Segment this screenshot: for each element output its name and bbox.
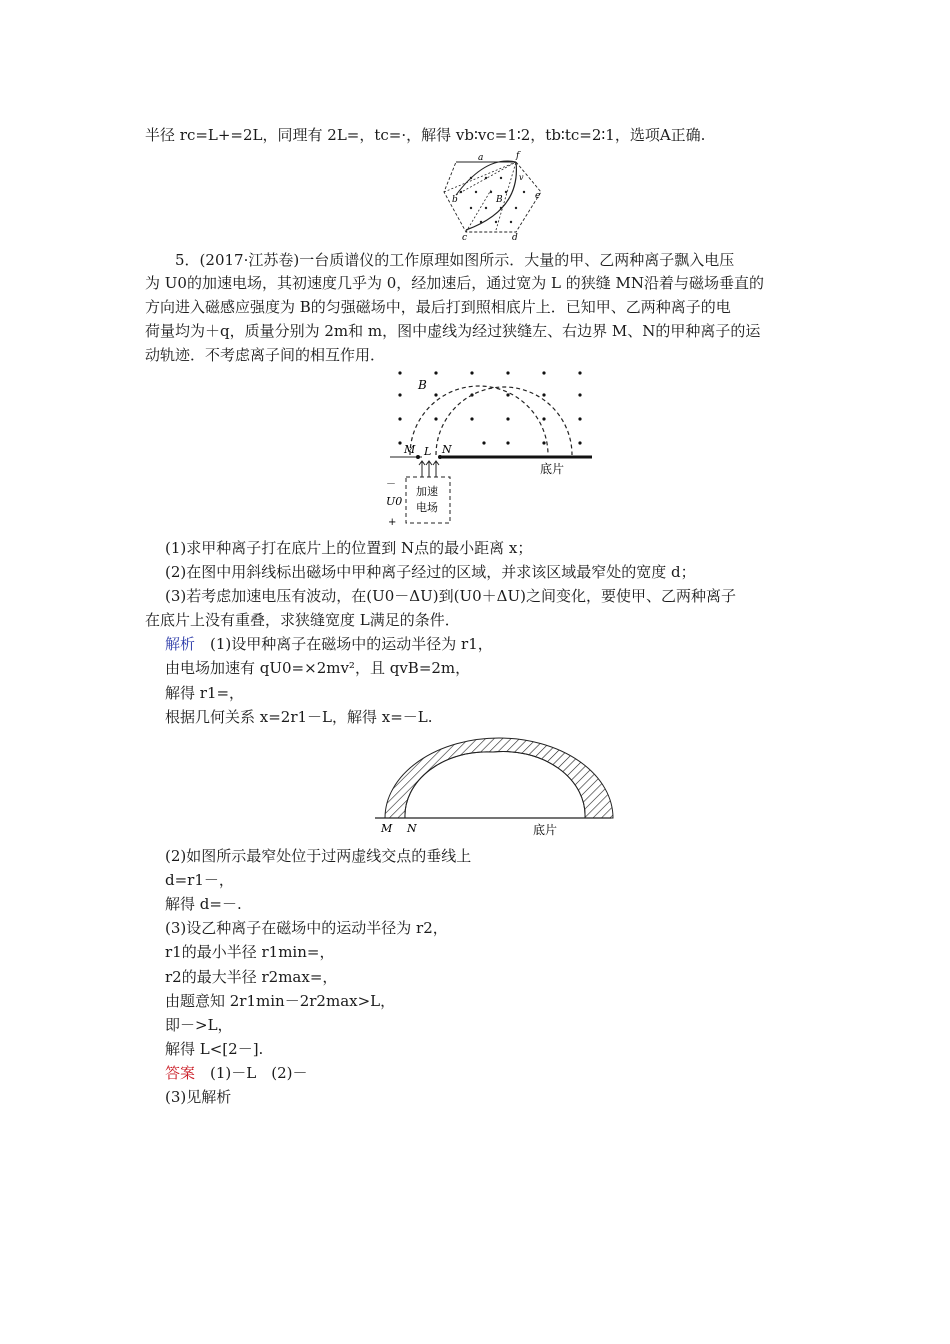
hex-label-B: B <box>496 195 503 205</box>
hexagon-figure <box>436 150 546 240</box>
solution2-line-7: 由题意知 2r1min－2r2max>L， <box>165 992 396 1010</box>
hex-label-f: f <box>516 151 520 161</box>
question-1: (1)求甲种离子打在底片上的位置到 N点的最小距离 x； <box>165 539 533 557</box>
spectro-L: L <box>424 445 432 458</box>
spectro-plus: + <box>388 517 397 528</box>
spectro-field-l1: 加速 <box>416 485 438 498</box>
problem-line-4: 荷量均为＋q，质量分别为 2m和 m，图中虚线为经过狭缝左、右边界 M、N的甲种离子的运 <box>145 322 761 340</box>
spectro-minus: － <box>386 479 396 490</box>
hex-label-b: b <box>452 195 458 205</box>
solution2-line-5: r1的最小半径 r1min=， <box>165 943 335 961</box>
solution2-line-2: d=r1－， <box>165 871 234 889</box>
spectro-M: M <box>404 443 416 456</box>
hex-label-d: d <box>512 233 518 240</box>
region-N: N <box>407 822 417 835</box>
hex-label-a: a <box>478 153 484 163</box>
spectro-B-label: B <box>418 378 427 392</box>
hex-label-v: v <box>519 173 524 182</box>
solution-line-4: 根据几何关系 x=2r1－L，解得 x=－L. <box>165 708 433 726</box>
spectro-N: N <box>442 443 452 456</box>
region-M: M <box>381 822 393 835</box>
question-2: (2)在图中用斜线标出磁场中甲种离子经过的区域，并求该区域最窄处的宽度 d； <box>165 563 696 581</box>
solution-line-3: 解得 r1=， <box>165 684 245 702</box>
spectro-field-l2: 电场 <box>416 501 438 514</box>
solution2-line-3: 解得 d=－. <box>165 895 242 913</box>
solution2-line-4: (3)设乙种离子在磁场中的运动半径为 r2， <box>165 919 448 937</box>
answer-line-2: (3)见解析 <box>165 1088 232 1106</box>
spectro-U0: U0 <box>386 495 403 508</box>
solution2-line-1: (2)如图所示最窄处位于过两虚线交点的垂线上 <box>165 847 472 865</box>
solution-label: 解析 <box>165 635 196 653</box>
answer-line-1: 答案 (1)－L (2)－ <box>165 1064 308 1082</box>
problem-line-1: 5．(2017·江苏卷)一台质谱仪的工作原理如图所示．大量的甲、乙两种离子飘入电压 <box>175 251 735 269</box>
spectro-film-label: 底片 <box>540 462 565 476</box>
region-figure <box>375 730 615 840</box>
spectrometer-figure <box>380 365 610 530</box>
hex-label-c: c <box>462 233 468 240</box>
question-3: (3)若考虑加速电压有波动，在(U0－ΔU)到(U0＋ΔU)之间变化，要使甲、乙两种离子 <box>165 587 736 605</box>
solution-line-2: 由电场加速有 qU0=×2mv²，且 qvB=2m， <box>165 659 471 677</box>
region-film-label: 底片 <box>533 823 558 837</box>
question-3-cont: 在底片上没有重叠，求狭缝宽度 L满足的条件． <box>145 611 460 629</box>
solution-line-1: 解析 (1)设甲种离子在磁场中的运动半径为 r1， <box>165 635 493 653</box>
problem-line-5: 动轨迹．不考虑离子间的相互作用． <box>145 346 386 364</box>
hex-label-e: e <box>535 191 541 201</box>
prev-solution-line: 半径 rc=L+=2L，同理有 2L=，tc=·，解得 vb∶vc=1∶2，tb∶tc=2∶1，选项A正确. <box>145 126 706 144</box>
problem-line-2: 为 U0的加速电场，其初速度几乎为 0，经加速后，通过宽为 L 的狭缝 MN沿着与磁场垂直的 <box>145 274 765 292</box>
solution2-line-8: 即－>L， <box>165 1016 233 1034</box>
problem-line-3: 方向进入磁感应强度为 B的匀强磁场中，最后打到照相底片上．已知甲、乙两种离子的电 <box>145 298 731 316</box>
answer-label: 答案 <box>165 1064 196 1082</box>
solution2-line-6: r2的最大半径 r2max=， <box>165 968 338 986</box>
solution2-line-9: 解得 L<[2－]. <box>165 1040 264 1058</box>
